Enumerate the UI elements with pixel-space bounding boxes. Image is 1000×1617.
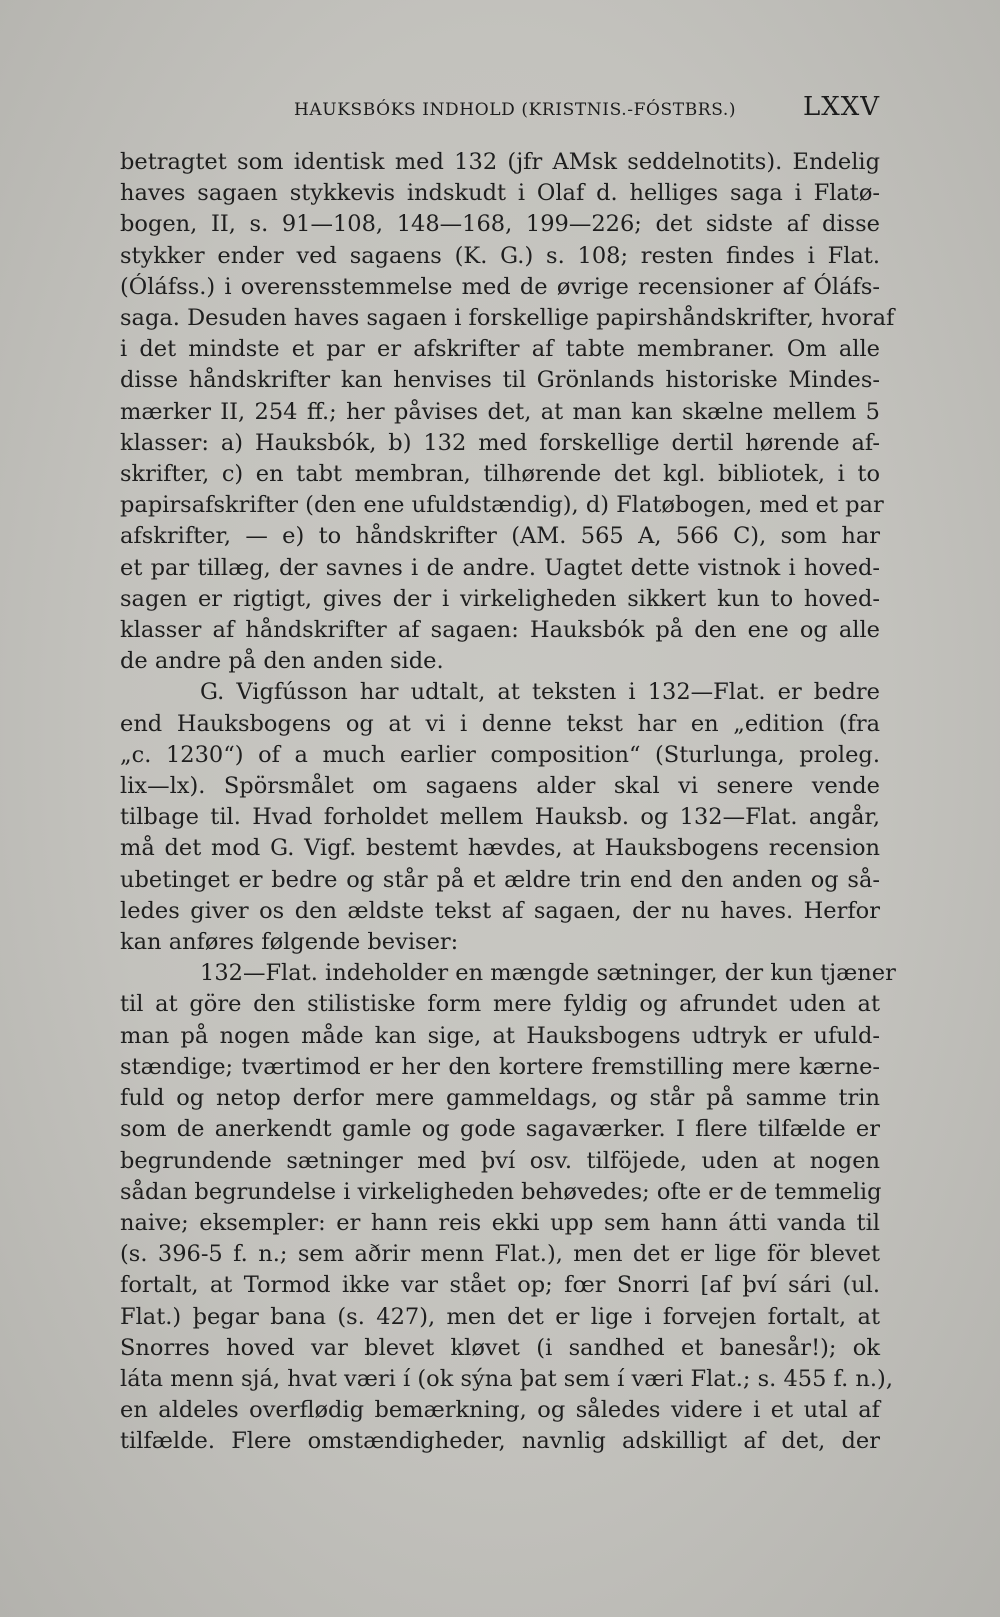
running-head: HAUKSBÓKS INDHOLD (KRISTNIS.-FÓSTBRS.) xyxy=(294,100,737,120)
text-line: naive; eksempler: er hann reis ekki upp sem hann átti vanda til xyxy=(120,1209,880,1236)
text-line: haves sagaen stykkevis indskudt i Olaf d. helliges saga i Flatø- xyxy=(120,180,880,207)
text-line: papirsafskrifter (den ene ufuldstændig), d) Flatøbogen, med et par xyxy=(120,492,884,519)
text-line: klasser af håndskrifter af sagaen: Hauksbók på den ene og alle xyxy=(120,617,880,644)
text-line: tilbage til. Hvad forholdet mellem Hauksb. og 132—Flat. angår, xyxy=(120,804,880,831)
text-line: stændige; tværtimod er her den kortere fremstilling mere kærne- xyxy=(120,1053,880,1080)
text-line: afskrifter, — e) to håndskrifter (AM. 565 A, 566 C), som har xyxy=(120,523,880,550)
text-line: stykker ender ved sagaens (K. G.) s. 108; resten findes i Flat. xyxy=(120,242,880,269)
text-line: tilfælde. Flere omstændigheder, navnlig adskilligt af det, der xyxy=(120,1428,880,1455)
text-line: (Óláfss.) i overensstemmelse med de øvrige recensioner af Óláfs- xyxy=(120,273,880,300)
text-line: ubetinget er bedre og står på et ældre trin end den anden og så- xyxy=(120,866,880,893)
text-line: sagen er rigtigt, gives der i virkeligheden sikkert kun to hoved- xyxy=(120,585,880,612)
text-line: fortalt, at Tormod ikke var stået op; fœr Snorri [af því sári (ul. xyxy=(120,1272,880,1299)
page-number: LXXV xyxy=(802,92,880,122)
text-line: sådan begrundelse i virkeligheden behøvedes; ofte er de temmelig xyxy=(120,1178,882,1205)
text-line: klasser: a) Hauksbók, b) 132 med forskellige dertil hørende af- xyxy=(120,429,880,456)
page-header xyxy=(294,92,880,128)
text-line: Snorres hoved var blevet kløvet (i sandhed et banesår!); ok xyxy=(120,1334,880,1361)
text-line: må det mod G. Vigf. bestemt hævdes, at Hauksbogens recension xyxy=(120,835,880,862)
text-line: som de anerkendt gamle og gode sagaværker. I flere tilfælde er xyxy=(120,1116,880,1143)
text-line: bogen, II, s. 91—108, 148—168, 199—226; det sidste af disse xyxy=(120,211,880,238)
text-line: 132—Flat. indeholder en mængde sætninger, der kun tjæner xyxy=(200,960,896,987)
text-line: end Hauksbogens og at vi i denne tekst har en „edition (fra xyxy=(120,710,880,737)
text-line: til at göre den stilistiske form mere fyldig og afrundet uden at xyxy=(120,991,880,1018)
text-line: i det mindste et par er afskrifter af tabte membraner. Om alle xyxy=(120,336,880,363)
text-line: láta menn sjá, hvat væri í (ok sýna þat sem í væri Flat.; s. 455 f. n.), xyxy=(120,1365,893,1392)
text-line: disse håndskrifter kan henvises til Grönlands historiske Mindes- xyxy=(120,367,880,394)
text-line: fuld og netop derfor mere gammeldags, og står på samme trin xyxy=(120,1085,880,1112)
text-line: betragtet som identisk med 132 (jfr AMsk seddelnotits). Endelig xyxy=(120,149,880,175)
text-line: Flat.) þegar bana (s. 427), men det er lige i forvejen fortalt, at xyxy=(120,1303,880,1330)
text-line: de andre på den anden side. xyxy=(120,648,444,675)
text-line: skrifter, c) en tabt membran, tilhørende det kgl. bibliotek, i to xyxy=(120,461,880,488)
text-line: et par tillæg, der savnes i de andre. Uagtet dette vistnok i hoved- xyxy=(120,554,880,581)
text-line: ledes giver os den ældste tekst af sagaen, der nu haves. Herfor xyxy=(120,897,880,924)
text-line: man på nogen måde kan sige, at Hauksbogens udtryk er ufuld- xyxy=(120,1022,880,1049)
text-line: „c. 1230“) of a much earlier composition“ (Sturlunga, proleg. xyxy=(120,741,880,768)
text-line: saga. Desuden haves sagaen i forskellige papirshåndskrifter, hvoraf xyxy=(120,305,895,332)
text-line: begrundende sætninger med því osv. tilföjede, uden at nogen xyxy=(120,1147,880,1174)
text-line: lix—lx). Spörsmålet om sagaens alder skal vi senere vende xyxy=(120,773,880,800)
body-text xyxy=(120,147,896,1458)
text-line: G. Vigfússon har udtalt, at teksten i 132—Flat. er bedre xyxy=(200,679,880,706)
text-line: (s. 396-5 f. n.; sem aðrir menn Flat.), men det er lige för blevet xyxy=(120,1241,880,1268)
text-line: en aldeles overflødig bemærkning, og således videre i et utal af xyxy=(120,1397,880,1424)
text-line: kan anføres følgende beviser: xyxy=(120,929,459,956)
text-line: mærker II, 254 ff.; her påvises det, at man kan skælne mellem 5 xyxy=(120,398,880,425)
